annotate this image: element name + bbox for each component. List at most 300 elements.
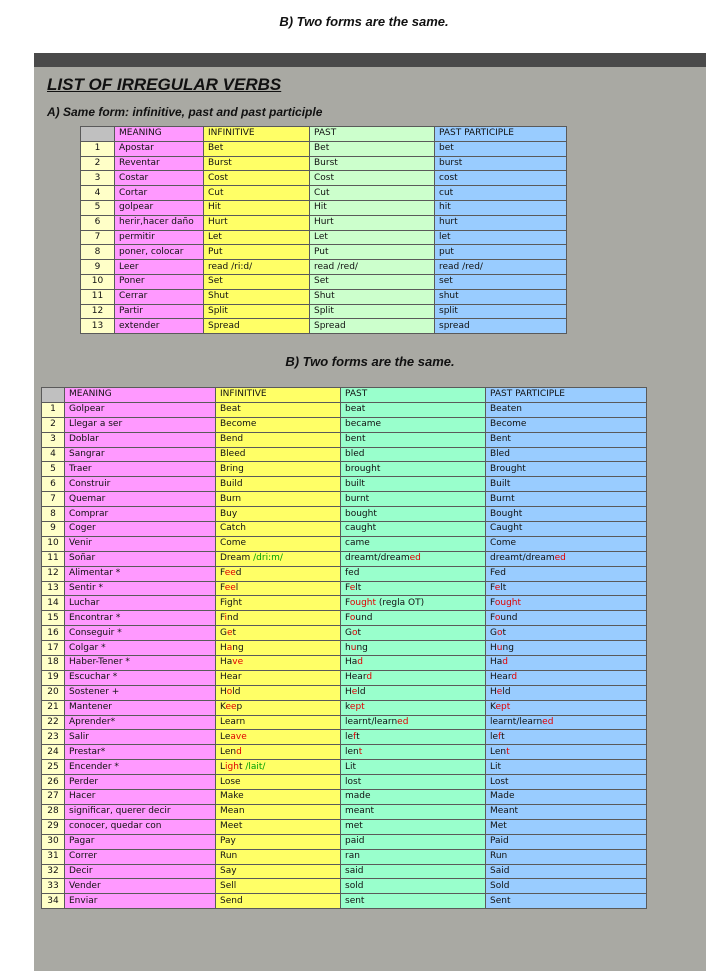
meaning-cell: Llegar a ser (65, 417, 216, 432)
table-row (81, 245, 567, 260)
meaning-cell: Encontrar * (65, 611, 216, 626)
past-cell: ran (341, 849, 486, 864)
meaning-cell: Correr (65, 849, 216, 864)
meaning-cell: Sostener + (65, 685, 216, 700)
past-participle-cell: Heard (486, 670, 647, 685)
past-cell: Shut (310, 289, 435, 304)
past-cell: Had (341, 656, 486, 671)
infinitive-cell: Bet (204, 141, 310, 156)
table-row (42, 730, 647, 745)
table-row (42, 760, 647, 775)
meaning-cell: Conseguir * (65, 626, 216, 641)
table-row (42, 596, 647, 611)
row-number: 23 (42, 730, 65, 745)
table-row (81, 156, 567, 171)
meaning-cell: Cerrar (115, 289, 204, 304)
row-number: 1 (42, 402, 65, 417)
row-number: 3 (81, 171, 115, 186)
past-cell: learnt/learned (341, 715, 486, 730)
meaning-cell: Doblar (65, 432, 216, 447)
meaning-cell: Apostar (115, 141, 204, 156)
past-cell: Hit (310, 200, 435, 215)
table-header-row (42, 388, 647, 403)
list-title: LIST OF IRREGULAR VERBS (47, 75, 282, 94)
past-participle-cell: Run (486, 849, 647, 864)
row-number: 14 (42, 596, 65, 611)
table-row (42, 656, 647, 671)
infinitive-cell: Run (216, 849, 341, 864)
meaning-cell: Sangrar (65, 447, 216, 462)
meaning-cell: Hacer (65, 790, 216, 805)
past-participle-cell: Lent (486, 745, 647, 760)
meaning-cell: extender (115, 319, 204, 334)
past-participle-cell: Said (486, 864, 647, 879)
infinitive-cell: Burst (204, 156, 310, 171)
past-participle-cell: Got (486, 626, 647, 641)
table-row (42, 685, 647, 700)
meaning-cell: Perder (65, 775, 216, 790)
infinitive-cell: Burn (216, 492, 341, 507)
infinitive-cell: Feed (216, 566, 341, 581)
meaning-cell: Poner (115, 274, 204, 289)
table-row (42, 626, 647, 641)
infinitive-cell: Light /lait/ (216, 760, 341, 775)
table-row (81, 215, 567, 230)
past-participle-cell: Bought (486, 507, 647, 522)
infinitive-cell: Learn (216, 715, 341, 730)
table-row (42, 819, 647, 834)
row-number: 12 (81, 304, 115, 319)
infinitive-cell: Catch (216, 522, 341, 537)
meaning-cell: Partir (115, 304, 204, 319)
past-cell: brought (341, 462, 486, 477)
table-row (81, 319, 567, 334)
row-number: 7 (81, 230, 115, 245)
table-row (42, 834, 647, 849)
table-row (81, 260, 567, 275)
past-participle-cell: cost (435, 171, 567, 186)
meaning-cell: Salir (65, 730, 216, 745)
meaning-cell: significar, querer decir (65, 804, 216, 819)
row-number: 32 (42, 864, 65, 879)
infinitive-cell: read /ri:d/ (204, 260, 310, 275)
past-cell: beat (341, 402, 486, 417)
infinitive-cell: Fight (216, 596, 341, 611)
table-row (42, 432, 647, 447)
past-cell: Spread (310, 319, 435, 334)
header-past: PAST (341, 388, 486, 403)
past-cell: said (341, 864, 486, 879)
row-number: 11 (81, 289, 115, 304)
row-number: 8 (42, 507, 65, 522)
table-row (42, 477, 647, 492)
infinitive-cell: Find (216, 611, 341, 626)
past-cell: burnt (341, 492, 486, 507)
past-cell: Got (341, 626, 486, 641)
past-cell: Held (341, 685, 486, 700)
table-row (42, 894, 647, 909)
infinitive-cell: Hang (216, 641, 341, 656)
table-header-row (81, 127, 567, 142)
meaning-cell: Quemar (65, 492, 216, 507)
past-cell: sent (341, 894, 486, 909)
past-cell: Cut (310, 186, 435, 201)
meaning-cell: Enviar (65, 894, 216, 909)
past-cell: bent (341, 432, 486, 447)
row-number: 1 (81, 141, 115, 156)
meaning-cell: Aprender* (65, 715, 216, 730)
past-cell: Split (310, 304, 435, 319)
row-number: 5 (42, 462, 65, 477)
meaning-cell: Costar (115, 171, 204, 186)
meaning-cell: Traer (65, 462, 216, 477)
row-number: 6 (81, 215, 115, 230)
meaning-cell: Comprar (65, 507, 216, 522)
table-row (42, 864, 647, 879)
past-cell: Found (341, 611, 486, 626)
meaning-cell: Venir (65, 536, 216, 551)
two-forms-table (41, 387, 647, 909)
meaning-cell: herir,hacer daño (115, 215, 204, 230)
past-cell: built (341, 477, 486, 492)
meaning-cell: Mantener (65, 700, 216, 715)
row-number: 5 (81, 200, 115, 215)
section-a-title: A) Same form: infinitive, past and past participle (47, 105, 323, 119)
past-participle-cell: dreamt/dreamed (486, 551, 647, 566)
row-number: 13 (42, 581, 65, 596)
meaning-cell: Soñar (65, 551, 216, 566)
row-number: 28 (42, 804, 65, 819)
header-bar (34, 53, 706, 67)
past-participle-cell: set (435, 274, 567, 289)
past-cell: Fought (regla OT) (341, 596, 486, 611)
infinitive-cell: Leave (216, 730, 341, 745)
table-row (81, 230, 567, 245)
past-cell: Burst (310, 156, 435, 171)
past-participle-cell: Brought (486, 462, 647, 477)
meaning-cell: Pagar (65, 834, 216, 849)
meaning-cell: Cortar (115, 186, 204, 201)
meaning-cell: Luchar (65, 596, 216, 611)
infinitive-cell: Lend (216, 745, 341, 760)
header-meaning: MEANING (115, 127, 204, 142)
row-number: 19 (42, 670, 65, 685)
table-row (42, 507, 647, 522)
table-row (42, 879, 647, 894)
past-participle-cell: Bled (486, 447, 647, 462)
past-participle-cell: Beaten (486, 402, 647, 417)
table-row (81, 186, 567, 201)
past-cell: Felt (341, 581, 486, 596)
table-row (42, 700, 647, 715)
infinitive-cell: Have (216, 656, 341, 671)
table-row (42, 462, 647, 477)
past-cell: sold (341, 879, 486, 894)
past-participle-cell: spread (435, 319, 567, 334)
row-number: 7 (42, 492, 65, 507)
infinitive-cell: Say (216, 864, 341, 879)
past-participle-cell: Felt (486, 581, 647, 596)
row-number: 27 (42, 790, 65, 805)
past-participle-cell: burst (435, 156, 567, 171)
infinitive-cell: Lose (216, 775, 341, 790)
section-b-title: B) Two forms are the same. (285, 354, 455, 369)
past-participle-cell: hit (435, 200, 567, 215)
past-cell: lent (341, 745, 486, 760)
past-participle-cell: shut (435, 289, 567, 304)
row-number: 10 (81, 274, 115, 289)
table-row (81, 171, 567, 186)
row-number: 10 (42, 536, 65, 551)
past-cell: bought (341, 507, 486, 522)
same-form-table (80, 126, 567, 334)
past-cell: Cost (310, 171, 435, 186)
infinitive-cell: Become (216, 417, 341, 432)
past-participle-cell: Meant (486, 804, 647, 819)
row-number: 21 (42, 700, 65, 715)
past-participle-cell: Sold (486, 879, 647, 894)
infinitive-cell: Beat (216, 402, 341, 417)
past-cell: read /red/ (310, 260, 435, 275)
infinitive-cell: Let (204, 230, 310, 245)
meaning-cell: Alimentar * (65, 566, 216, 581)
past-participle-cell: Met (486, 819, 647, 834)
infinitive-cell: Hit (204, 200, 310, 215)
infinitive-cell: Hurt (204, 215, 310, 230)
past-participle-cell: Had (486, 656, 647, 671)
past-participle-cell: Lost (486, 775, 647, 790)
row-number: 4 (42, 447, 65, 462)
past-cell: Heard (341, 670, 486, 685)
table-row (42, 804, 647, 819)
past-participle-cell: read /red/ (435, 260, 567, 275)
row-number: 9 (42, 522, 65, 537)
past-participle-cell: Built (486, 477, 647, 492)
past-cell: came (341, 536, 486, 551)
table-row (81, 141, 567, 156)
past-participle-cell: Fought (486, 596, 647, 611)
past-cell: caught (341, 522, 486, 537)
header-infinitive: INFINITIVE (216, 388, 341, 403)
table-row (42, 551, 647, 566)
past-participle-cell: Lit (486, 760, 647, 775)
table-row (42, 849, 647, 864)
past-participle-cell: left (486, 730, 647, 745)
table-row (42, 745, 647, 760)
row-number: 17 (42, 641, 65, 656)
table-row (81, 304, 567, 319)
past-participle-cell: Kept (486, 700, 647, 715)
meaning-cell: Leer (115, 260, 204, 275)
meaning-cell: Coger (65, 522, 216, 537)
infinitive-cell: Mean (216, 804, 341, 819)
past-cell: Bet (310, 141, 435, 156)
table-row (42, 417, 647, 432)
meaning-cell: conocer, quedar con (65, 819, 216, 834)
meaning-cell: Decir (65, 864, 216, 879)
meaning-cell: Golpear (65, 402, 216, 417)
infinitive-cell: Meet (216, 819, 341, 834)
infinitive-cell: Keep (216, 700, 341, 715)
meaning-cell: Reventar (115, 156, 204, 171)
row-number: 3 (42, 432, 65, 447)
row-number: 18 (42, 656, 65, 671)
table-row (42, 670, 647, 685)
past-participle-cell: Held (486, 685, 647, 700)
row-number: 9 (81, 260, 115, 275)
infinitive-cell: Buy (216, 507, 341, 522)
past-cell: Hurt (310, 215, 435, 230)
row-number: 12 (42, 566, 65, 581)
past-participle-cell: cut (435, 186, 567, 201)
row-number: 15 (42, 611, 65, 626)
past-cell: dreamt/dreamed (341, 551, 486, 566)
past-cell: meant (341, 804, 486, 819)
header-past: PAST (310, 127, 435, 142)
past-participle-cell: split (435, 304, 567, 319)
past-participle-cell: Caught (486, 522, 647, 537)
infinitive-cell: Send (216, 894, 341, 909)
past-cell: bled (341, 447, 486, 462)
row-number: 11 (42, 551, 65, 566)
infinitive-cell: Hear (216, 670, 341, 685)
past-participle-cell: put (435, 245, 567, 260)
table-row (42, 447, 647, 462)
meaning-cell: Encender * (65, 760, 216, 775)
table-row (42, 402, 647, 417)
row-number: 25 (42, 760, 65, 775)
past-participle-cell: Found (486, 611, 647, 626)
meaning-cell: Colgar * (65, 641, 216, 656)
row-number: 34 (42, 894, 65, 909)
past-cell: lost (341, 775, 486, 790)
page-heading: B) Two forms are the same. (279, 14, 449, 29)
meaning-cell: Prestar* (65, 745, 216, 760)
meaning-cell: poner, colocar (115, 245, 204, 260)
infinitive-cell: Spread (204, 319, 310, 334)
table-row (42, 536, 647, 551)
infinitive-cell: Sell (216, 879, 341, 894)
row-number: 31 (42, 849, 65, 864)
row-number: 8 (81, 245, 115, 260)
past-participle-cell: Burnt (486, 492, 647, 507)
header-meaning: MEANING (65, 388, 216, 403)
infinitive-cell: Make (216, 790, 341, 805)
header-number (42, 388, 65, 403)
past-participle-cell: let (435, 230, 567, 245)
past-participle-cell: Hung (486, 641, 647, 656)
infinitive-cell: Come (216, 536, 341, 551)
past-participle-cell: Fed (486, 566, 647, 581)
past-participle-cell: bet (435, 141, 567, 156)
infinitive-cell: Put (204, 245, 310, 260)
infinitive-cell: Shut (204, 289, 310, 304)
row-number: 2 (42, 417, 65, 432)
row-number: 2 (81, 156, 115, 171)
past-cell: fed (341, 566, 486, 581)
past-participle-cell: hurt (435, 215, 567, 230)
past-cell: hung (341, 641, 486, 656)
infinitive-cell: Split (204, 304, 310, 319)
row-number: 26 (42, 775, 65, 790)
row-number: 24 (42, 745, 65, 760)
past-cell: left (341, 730, 486, 745)
meaning-cell: Construir (65, 477, 216, 492)
meaning-cell: Haber-Tener * (65, 656, 216, 671)
header-infinitive: INFINITIVE (204, 127, 310, 142)
meaning-cell: Escuchar * (65, 670, 216, 685)
row-number: 6 (42, 477, 65, 492)
table-row (42, 715, 647, 730)
meaning-cell: Sentir * (65, 581, 216, 596)
table-row (42, 581, 647, 596)
past-participle-cell: Bent (486, 432, 647, 447)
infinitive-cell: Feel (216, 581, 341, 596)
header-number (81, 127, 115, 142)
past-participle-cell: Become (486, 417, 647, 432)
past-participle-cell: learnt/learned (486, 715, 647, 730)
meaning-cell: Vender (65, 879, 216, 894)
row-number: 13 (81, 319, 115, 334)
verbs-panel (34, 67, 706, 971)
table-row (42, 566, 647, 581)
past-cell: Put (310, 245, 435, 260)
infinitive-cell: Bend (216, 432, 341, 447)
table-row (42, 492, 647, 507)
header-past-participle: PAST PARTICIPLE (486, 388, 647, 403)
table-row (42, 522, 647, 537)
table-row (81, 289, 567, 304)
past-cell: paid (341, 834, 486, 849)
meaning-cell: golpear (115, 200, 204, 215)
meaning-cell: permitir (115, 230, 204, 245)
past-cell: Set (310, 274, 435, 289)
past-participle-cell: Made (486, 790, 647, 805)
infinitive-cell: Set (204, 274, 310, 289)
past-participle-cell: Paid (486, 834, 647, 849)
table-row (81, 274, 567, 289)
row-number: 22 (42, 715, 65, 730)
infinitive-cell: Cut (204, 186, 310, 201)
past-cell: became (341, 417, 486, 432)
row-number: 29 (42, 819, 65, 834)
past-participle-cell: Sent (486, 894, 647, 909)
past-cell: met (341, 819, 486, 834)
table-row (42, 775, 647, 790)
infinitive-cell: Get (216, 626, 341, 641)
table-row (42, 611, 647, 626)
row-number: 4 (81, 186, 115, 201)
header-past-participle: PAST PARTICIPLE (435, 127, 567, 142)
infinitive-cell: Cost (204, 171, 310, 186)
row-number: 33 (42, 879, 65, 894)
past-cell: Let (310, 230, 435, 245)
table-row (42, 790, 647, 805)
row-number: 30 (42, 834, 65, 849)
past-cell: made (341, 790, 486, 805)
past-cell: Lit (341, 760, 486, 775)
infinitive-cell: Pay (216, 834, 341, 849)
row-number: 16 (42, 626, 65, 641)
past-cell: kept (341, 700, 486, 715)
table-row (42, 641, 647, 656)
infinitive-cell: Bleed (216, 447, 341, 462)
infinitive-cell: Hold (216, 685, 341, 700)
infinitive-cell: Build (216, 477, 341, 492)
row-number: 20 (42, 685, 65, 700)
past-participle-cell: Come (486, 536, 647, 551)
table-row (81, 200, 567, 215)
